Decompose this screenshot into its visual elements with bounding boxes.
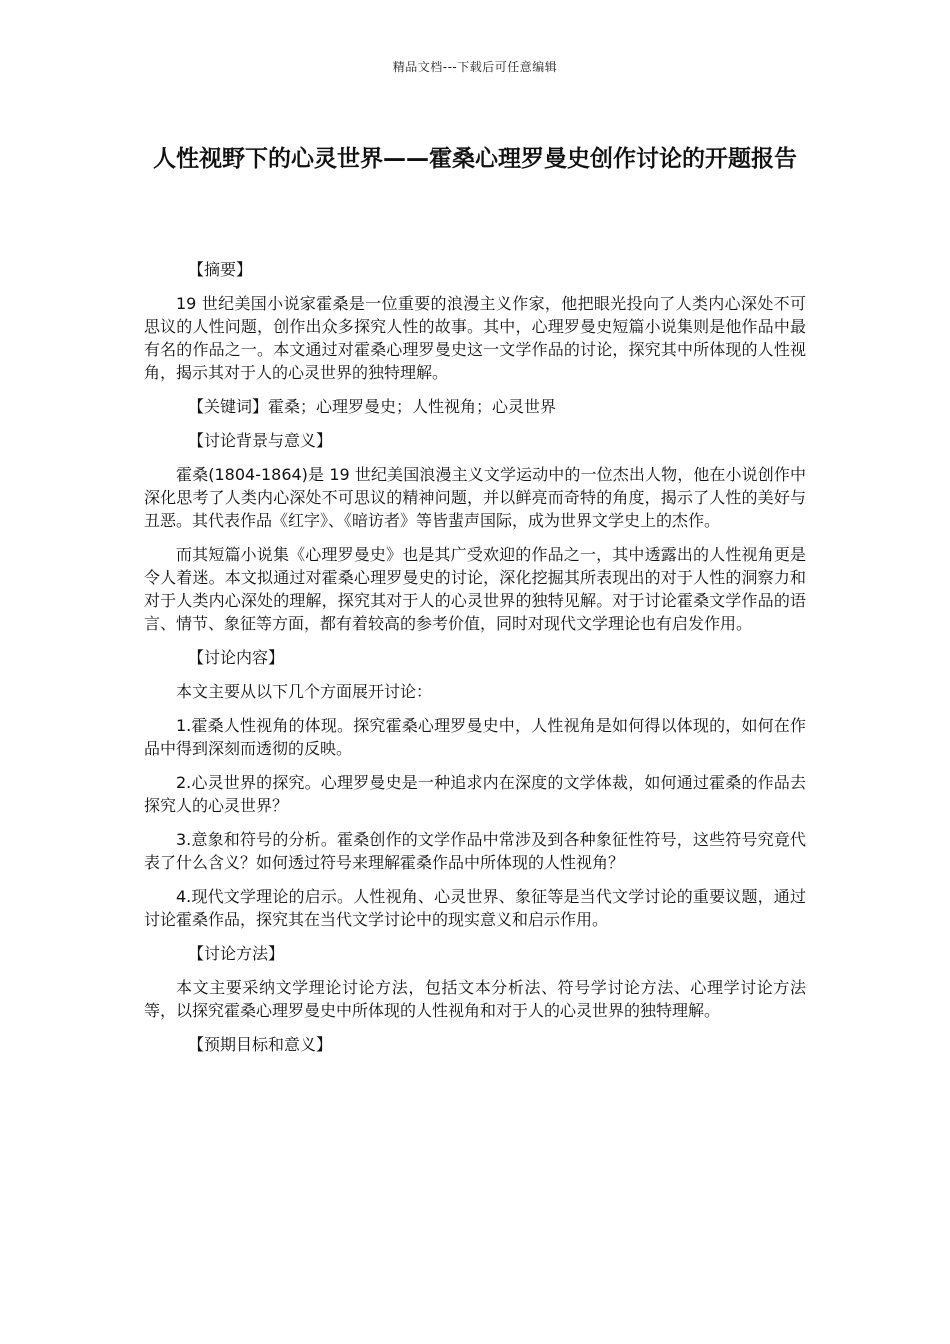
content-item-2: 2.心灵世界的探究。心理罗曼史是一种追求内在深度的文学体裁，如何通过霍桑的作品去探究人的心灵世界？ (144, 773, 806, 815)
content-item-3: 3.意象和符号的分析。霍桑创作的文学作品中常涉及到各种象征性符号，这些符号究竟代表了什么含义？如何透过符号来理解霍桑作品中所体现的人性视角？ (144, 830, 806, 872)
method-paragraph: 本文主要采纳文学理论讨论方法，包括文本分析法、符号学讨论方法、心理学讨论方法等，以探究霍桑心理罗曼史中所体现的人性视角和对于人的心灵世界的独特理解。 (144, 978, 806, 1020)
content-item-4: 4.现代文学理论的启示。人性视角、心灵世界、象征等是当代文学讨论的重要议题，通过讨论霍桑作品，探究其在当代文学讨论中的现实意义和启示作用。 (144, 887, 806, 929)
background-heading: 【讨论背景与意义】 (188, 431, 333, 450)
abstract-paragraph: 19 世纪美国小说家霍桑是一位重要的浪漫主义作家，他把眼光投向了人类内心深处不可思议的人性问题，创作出众多探究人性的故事。其中，心理罗曼史短篇小说集则是他作品中最有名的作品之一。本文通过对霍桑心理罗曼史这一文学作品的讨论，探究其中所体现的人性视角，揭示其对于人的心灵世界的独特理解。 (144, 294, 806, 382)
background-paragraph-1: 霍桑(1804-1864)是 19 世纪美国浪漫主义文学运动中的一位杰出人物，他在小说创作中深化思考了人类内心深处不可思议的精神问题，并以鲜亮而奇特的角度，揭示了人性的美好与丑恶。其代表作品《红字》、《暗访者》等皆蜚声国际，成为世界文学史上的杰作。 (144, 465, 806, 530)
keywords-line: 【关键词】霍桑；心理罗曼史；人性视角；心灵世界 (188, 397, 557, 416)
abstract-heading: 【摘要】 (188, 260, 253, 279)
method-heading: 【讨论方法】 (188, 944, 285, 963)
goal-heading: 【预期目标和意义】 (188, 1035, 333, 1054)
document-title: 人性视野下的心灵世界——霍桑心理罗曼史创作讨论的开题报告 (153, 146, 797, 172)
content-intro: 本文主要从以下几个方面展开讨论： (176, 682, 433, 701)
header-note: 精品文档---下载后可任意编辑 (392, 60, 558, 74)
document-body (144, 258, 806, 1067)
background-paragraph-2: 而其短篇小说集《心理罗曼史》也是其广受欢迎的作品之一，其中透露出的人性视角更是令人着迷。本文拟通过对霍桑心理罗曼史的讨论，深化挖掘其所表现出的对于人性的洞察力和对于人类内心深处的理解，探究其对于人的心灵世界的独特见解。对于讨论霍桑文学作品的语言、情节、象征等方面，都有着较高的参考价值，同时对现代文学理论也有启发作用。 (144, 545, 806, 633)
content-heading: 【讨论内容】 (188, 648, 285, 667)
content-item-1: 1.霍桑人性视角的体现。探究霍桑心理罗曼史中，人性视角是如何得以体现的，如何在作品中得到深刻而透彻的反映。 (144, 716, 806, 758)
